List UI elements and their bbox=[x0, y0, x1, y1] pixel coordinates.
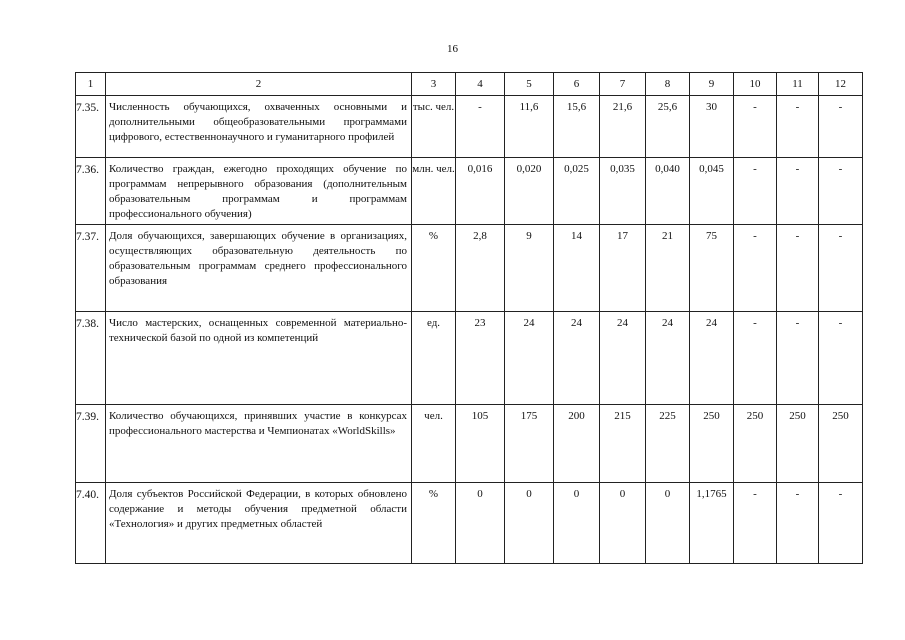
value-cell: 0,035 bbox=[600, 158, 646, 225]
value-cell: 24 bbox=[554, 312, 600, 405]
value-cell: - bbox=[819, 96, 863, 158]
header-row bbox=[76, 73, 863, 96]
value-cell: 17 bbox=[600, 225, 646, 312]
value-cell: - bbox=[819, 225, 863, 312]
value-cell: - bbox=[819, 483, 863, 564]
indicators-table bbox=[75, 72, 863, 564]
value-cell: - bbox=[819, 312, 863, 405]
value-cell: 24 bbox=[690, 312, 734, 405]
row-number: 7.40. bbox=[76, 483, 106, 564]
indicator-name: Численность обучающихся, охваченных основными и дополнительными общеобразовательными программами цифрового, естественнонаучного и гуманитарного профилей bbox=[106, 96, 412, 158]
value-cell: 9 bbox=[505, 225, 554, 312]
value-cell: - bbox=[777, 483, 819, 564]
value-cell: 250 bbox=[777, 405, 819, 483]
value-cell: 23 bbox=[456, 312, 505, 405]
indicator-name: Количество обучающихся, принявших участие в конкурсах профессионального мастерства и Чемпионатах «WorldSkills» bbox=[106, 405, 412, 483]
header-cell: 7 bbox=[600, 73, 646, 96]
row-number: 7.39. bbox=[76, 405, 106, 483]
value-cell: 0,016 bbox=[456, 158, 505, 225]
header-cell: 8 bbox=[646, 73, 690, 96]
header-cell: 10 bbox=[734, 73, 777, 96]
value-cell: 15,6 bbox=[554, 96, 600, 158]
value-cell: - bbox=[777, 158, 819, 225]
value-cell: 0 bbox=[554, 483, 600, 564]
header-cell: 3 bbox=[412, 73, 456, 96]
unit-cell: млн. чел. bbox=[412, 158, 456, 225]
indicator-name: Количество граждан, ежегодно проходящих обучение по программам непрерывного образования (дополнительным образовательным программам и программам профессионального обучения) bbox=[106, 158, 412, 225]
value-cell: - bbox=[734, 312, 777, 405]
value-cell: - bbox=[456, 96, 505, 158]
row-number: 7.38. bbox=[76, 312, 106, 405]
table-row bbox=[76, 405, 863, 483]
header-cell: 1 bbox=[76, 73, 106, 96]
value-cell: 0,040 bbox=[646, 158, 690, 225]
value-cell: 105 bbox=[456, 405, 505, 483]
header-cell: 4 bbox=[456, 73, 505, 96]
page-number: 16 bbox=[447, 43, 458, 55]
value-cell: 250 bbox=[819, 405, 863, 483]
unit-cell: % bbox=[412, 483, 456, 564]
header-cell: 11 bbox=[777, 73, 819, 96]
indicator-name: Число мастерских, оснащенных современной материально-технической базой по одной из компетенций bbox=[106, 312, 412, 405]
value-cell: 30 bbox=[690, 96, 734, 158]
value-cell: - bbox=[777, 96, 819, 158]
header-cell: 5 bbox=[505, 73, 554, 96]
value-cell: 25,6 bbox=[646, 96, 690, 158]
indicator-name: Доля обучающихся, завершающих обучение в организациях, осуществляющих образовательную деятельность по образовательным программам среднего профессионального образования bbox=[106, 225, 412, 312]
header-cell: 9 bbox=[690, 73, 734, 96]
value-cell: - bbox=[734, 96, 777, 158]
table-row bbox=[76, 225, 863, 312]
table-row bbox=[76, 483, 863, 564]
value-cell: 200 bbox=[554, 405, 600, 483]
header-cell: 12 bbox=[819, 73, 863, 96]
value-cell: 14 bbox=[554, 225, 600, 312]
value-cell: 0 bbox=[505, 483, 554, 564]
value-cell: 21 bbox=[646, 225, 690, 312]
table-row bbox=[76, 96, 863, 158]
value-cell: 225 bbox=[646, 405, 690, 483]
value-cell: 0 bbox=[646, 483, 690, 564]
header-cell: 6 bbox=[554, 73, 600, 96]
value-cell: 0,020 bbox=[505, 158, 554, 225]
value-cell: - bbox=[777, 225, 819, 312]
row-number: 7.35. bbox=[76, 96, 106, 158]
row-number: 7.36. bbox=[76, 158, 106, 225]
table-row bbox=[76, 312, 863, 405]
table-row bbox=[76, 158, 863, 225]
value-cell: 24 bbox=[505, 312, 554, 405]
value-cell: 0,025 bbox=[554, 158, 600, 225]
value-cell: - bbox=[734, 225, 777, 312]
unit-cell: % bbox=[412, 225, 456, 312]
value-cell: 0 bbox=[456, 483, 505, 564]
value-cell: - bbox=[734, 483, 777, 564]
value-cell: 21,6 bbox=[600, 96, 646, 158]
value-cell: 75 bbox=[690, 225, 734, 312]
value-cell: 1,1765 bbox=[690, 483, 734, 564]
value-cell: 24 bbox=[646, 312, 690, 405]
indicator-name: Доля субъектов Российской Федерации, в которых обновлено содержание и методы обучения предметной области «Технология» и других предметных областей bbox=[106, 483, 412, 564]
value-cell: 0,045 bbox=[690, 158, 734, 225]
value-cell: - bbox=[777, 312, 819, 405]
value-cell: 175 bbox=[505, 405, 554, 483]
row-number: 7.37. bbox=[76, 225, 106, 312]
value-cell: 11,6 bbox=[505, 96, 554, 158]
value-cell: 0 bbox=[600, 483, 646, 564]
unit-cell: ед. bbox=[412, 312, 456, 405]
value-cell: - bbox=[734, 158, 777, 225]
value-cell: - bbox=[819, 158, 863, 225]
value-cell: 215 bbox=[600, 405, 646, 483]
unit-cell: тыс. чел. bbox=[412, 96, 456, 158]
value-cell: 250 bbox=[734, 405, 777, 483]
value-cell: 250 bbox=[690, 405, 734, 483]
header-cell: 2 bbox=[106, 73, 412, 96]
unit-cell: чел. bbox=[412, 405, 456, 483]
value-cell: 24 bbox=[600, 312, 646, 405]
value-cell: 2,8 bbox=[456, 225, 505, 312]
